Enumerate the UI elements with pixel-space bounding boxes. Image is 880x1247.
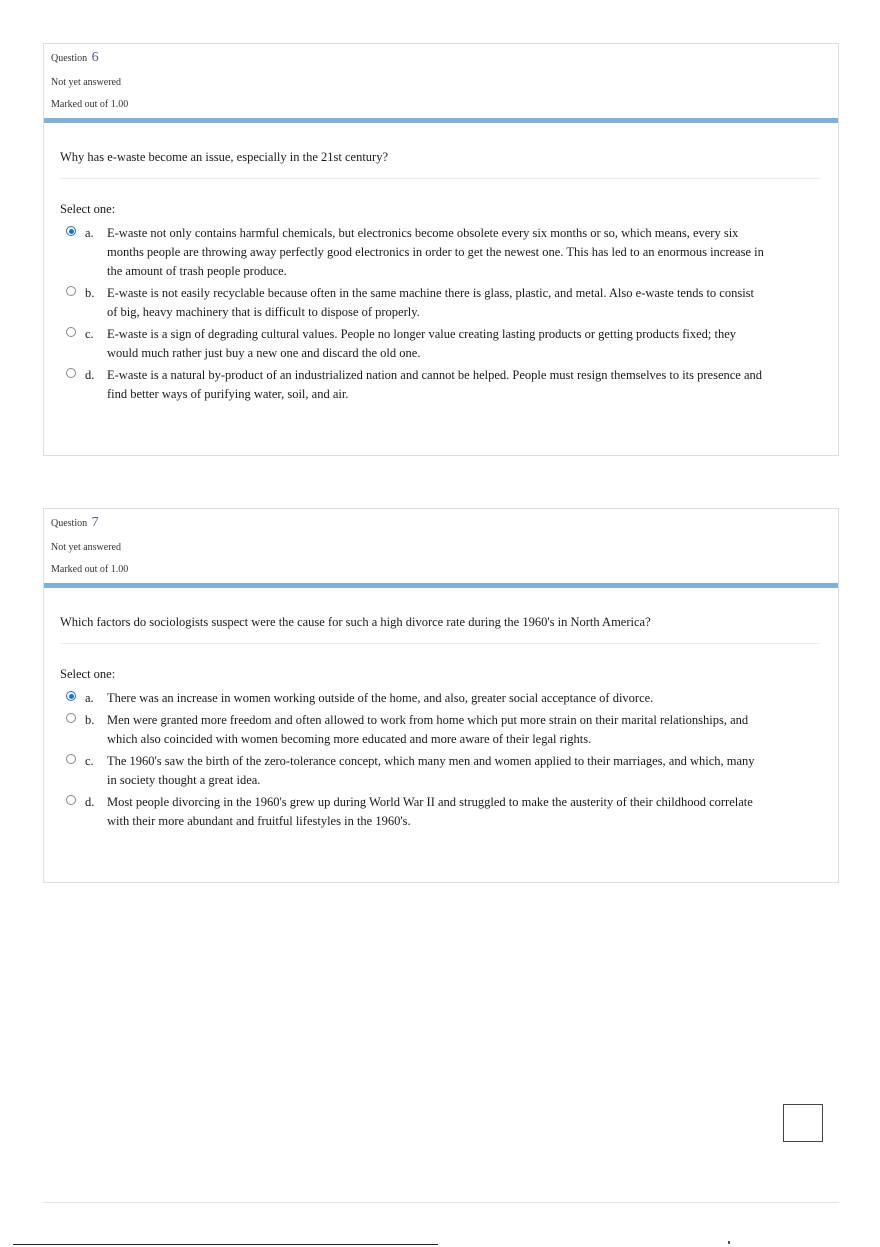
question-info [44, 509, 838, 582]
question-grade: Marked out of 1.00 [51, 564, 129, 575]
radio-icon[interactable] [66, 368, 76, 378]
answer-letter: a. [85, 226, 94, 240]
answer-letter: d. [85, 795, 95, 809]
question-text: Why has e-waste become an issue, especially in the 21st century? [60, 150, 389, 164]
answer-text: There was an increase in women working outside of the home, and also, greater social acceptance of divorce. [107, 691, 654, 705]
question-state: Not yet answered [51, 542, 121, 553]
answer-option-c[interactable] [66, 325, 766, 363]
page-bottom-rule [13, 1244, 438, 1245]
answer-text: Most people divorcing in the 1960's grew up during World War II and struggled to make the austerity of their childhood correlate with their more abundant and fruitful lifestyles in the 1960's. [107, 795, 753, 828]
question-state: Not yet answered [51, 77, 121, 88]
answer-letter: d. [85, 368, 95, 382]
radio-icon[interactable] [66, 754, 76, 764]
radio-selected-icon[interactable] [66, 691, 76, 701]
answer-text: Men were granted more freedom and often allowed to work from home which put more strain on their marital relationships, and which also coincided with women becoming more educated and more aware of their legal rights. [107, 713, 749, 746]
radio-icon[interactable] [66, 286, 76, 296]
question-number-value: 6 [91, 50, 99, 65]
question-info [44, 44, 838, 117]
answer-list [66, 224, 766, 407]
question-text: Which factors do sociologists suspect were the cause for such a high divorce rate during the 1960's in North America? [60, 615, 651, 629]
answer-option-c[interactable] [66, 752, 766, 790]
answer-option-d[interactable] [66, 366, 766, 404]
question-label: Question [51, 53, 88, 64]
answer-letter: c. [85, 327, 94, 341]
answer-letter: b. [85, 713, 95, 727]
empty-box [783, 1104, 823, 1142]
question-7-card [43, 508, 839, 883]
answer-letter: b. [85, 286, 95, 300]
footer-divider [43, 1202, 839, 1203]
answer-option-d[interactable] [66, 793, 766, 831]
question-number-value: 7 [91, 515, 99, 530]
select-one-prompt: Select one: [60, 667, 116, 681]
radio-icon[interactable] [66, 795, 76, 805]
radio-icon[interactable] [66, 327, 76, 337]
answer-letter: a. [85, 691, 94, 705]
question-number [51, 515, 99, 531]
question-number [51, 50, 99, 66]
answer-text: E-waste is a sign of degrading cultural values. People no longer value creating lasting products or getting products fixed; they would much rather just buy a new one and discard the old one. [107, 327, 736, 360]
answer-list [66, 689, 766, 834]
select-one-prompt: Select one: [60, 202, 116, 216]
answer-option-a[interactable] [66, 689, 766, 708]
answer-option-b[interactable] [66, 284, 766, 322]
answer-letter: c. [85, 754, 94, 768]
question-grade: Marked out of 1.00 [51, 99, 129, 110]
question-6-card [43, 43, 839, 456]
divider [60, 643, 820, 644]
question-accent-bar [44, 118, 838, 123]
divider [60, 178, 820, 179]
answer-option-b[interactable] [66, 711, 766, 749]
radio-selected-icon[interactable] [66, 226, 76, 236]
question-accent-bar [44, 583, 838, 588]
answer-text: E-waste not only contains harmful chemicals, but electronics become obsolete every six months or so, which means, every six months people are throwing away perfectly good electronics in order to get the newest one. This has led to an enormous increase in the amount of trash people produce. [107, 226, 764, 278]
answer-text: E-waste is a natural by-product of an industrialized nation and cannot be helped. People must resign themselves to its presence and find better ways of purifying water, soil, and air. [107, 368, 763, 401]
question-label: Question [51, 518, 88, 529]
radio-icon[interactable] [66, 713, 76, 723]
answer-text: The 1960's saw the birth of the zero-tolerance concept, which many men and women applied to their marriages, and which, many in society thought a great idea. [107, 754, 755, 787]
answer-text: E-waste is not easily recyclable because often in the same machine there is glass, plastic, and metal. Also e-waste tends to consist of big, heavy machinery that is difficult to dispose of properly. [107, 286, 755, 319]
corner-mark [728, 1241, 730, 1244]
answer-option-a[interactable] [66, 224, 766, 281]
